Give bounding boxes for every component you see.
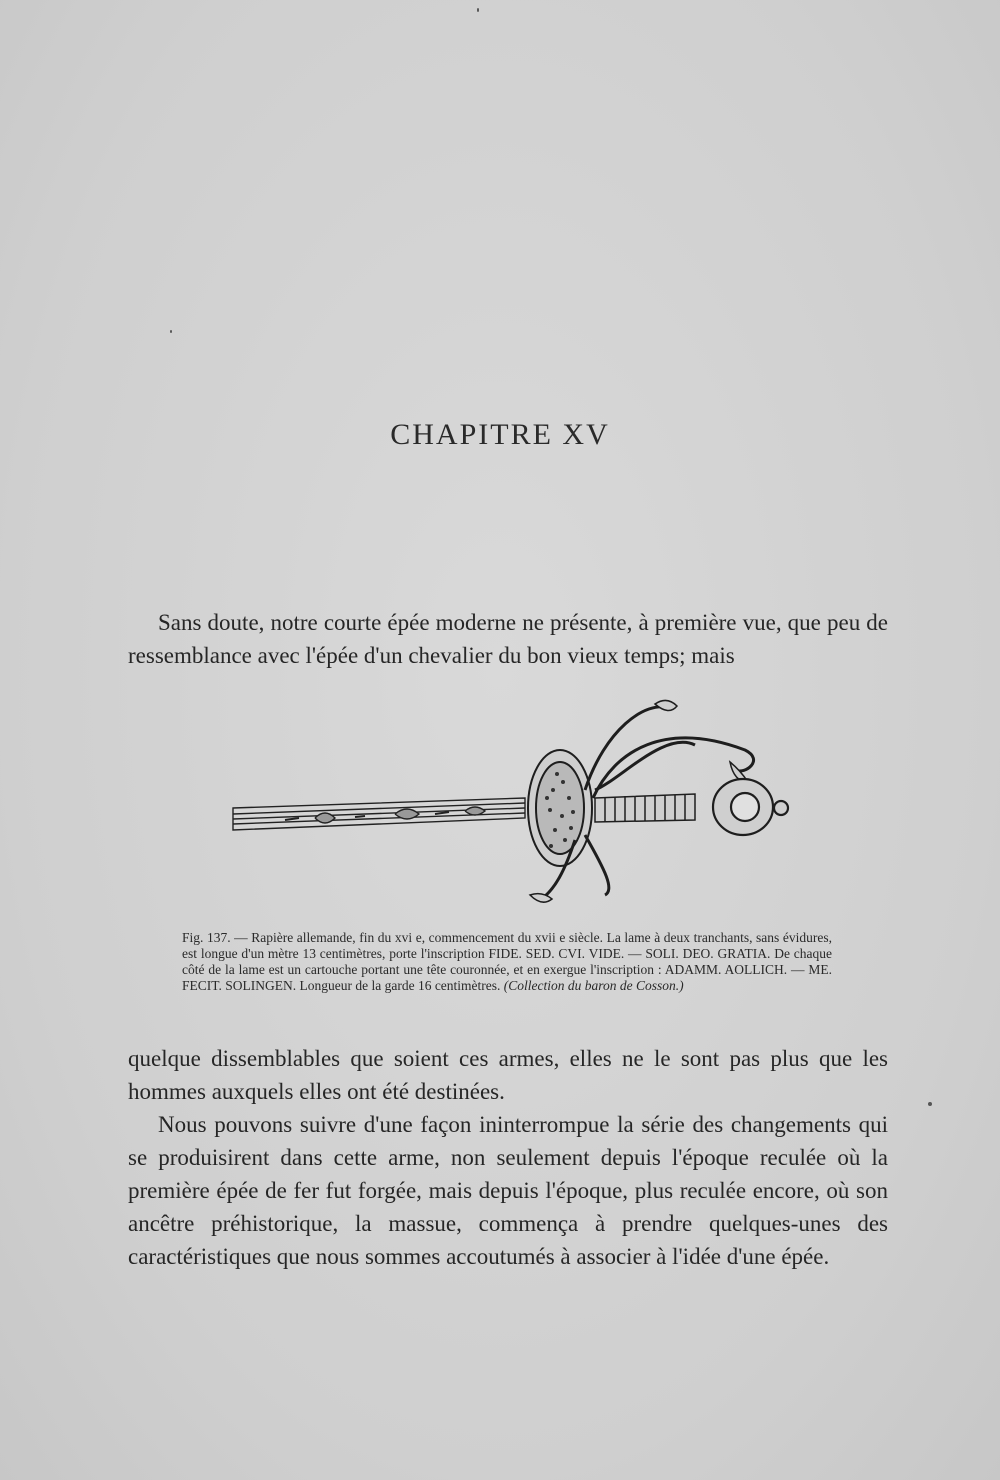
- figure-caption: [182, 930, 832, 994]
- chapter-title: CHAPITRE XV: [390, 418, 610, 451]
- rapier-illustration-icon: [225, 690, 795, 920]
- figure-label: Fig. 137.: [182, 930, 231, 945]
- paragraph-intro: Sans doute, notre courte épée moderne ne présente, à première vue, que peu de ressemblance avec l'épée d'un chevalier du bon vieux temps; mais: [128, 610, 888, 668]
- paper-speck: [170, 330, 172, 333]
- paper-speck: [477, 8, 479, 12]
- paragraph-continuation: quelque dissemblables que soient ces armes, elles ne le sont pas plus que les hommes auxquels elles ont été destinées.: [128, 1046, 888, 1104]
- figure-caption-text: — Rapière allemande, fin du xvi e, commencement du xvii e siècle. La lame à deux tranchants, sans évidures, est longue d'un mètre 13 centimètres, porte l'inscription FIDE. SED. CVI. VIDE. — SOLI. DEO. GRATIA. De chaque côté de la lame est un cartouche portant une tête couronnée, et en exergue l'inscription : ADAMM. AOLLICH. — ME. FECIT. SOLINGEN. Longueur de la garde 16 centimètres.: [182, 930, 832, 993]
- figure-collection: (Collection du baron de Cosson.): [503, 978, 684, 993]
- paragraph-series: Nous pouvons suivre d'une façon ininterrompue la série des changements qui se produisirent dans cette arme, non seulement depuis l'époque reculée où la première épée de fer fut forgée, mais depuis l'époque, plus reculée encore, où son ancêtre préhistorique, la massue, commença à prendre quelques-unes des caractéristiques que nous sommes accoutumés à associer à l'idée d'une épée.: [128, 1112, 888, 1269]
- paper-speck: [928, 1102, 932, 1106]
